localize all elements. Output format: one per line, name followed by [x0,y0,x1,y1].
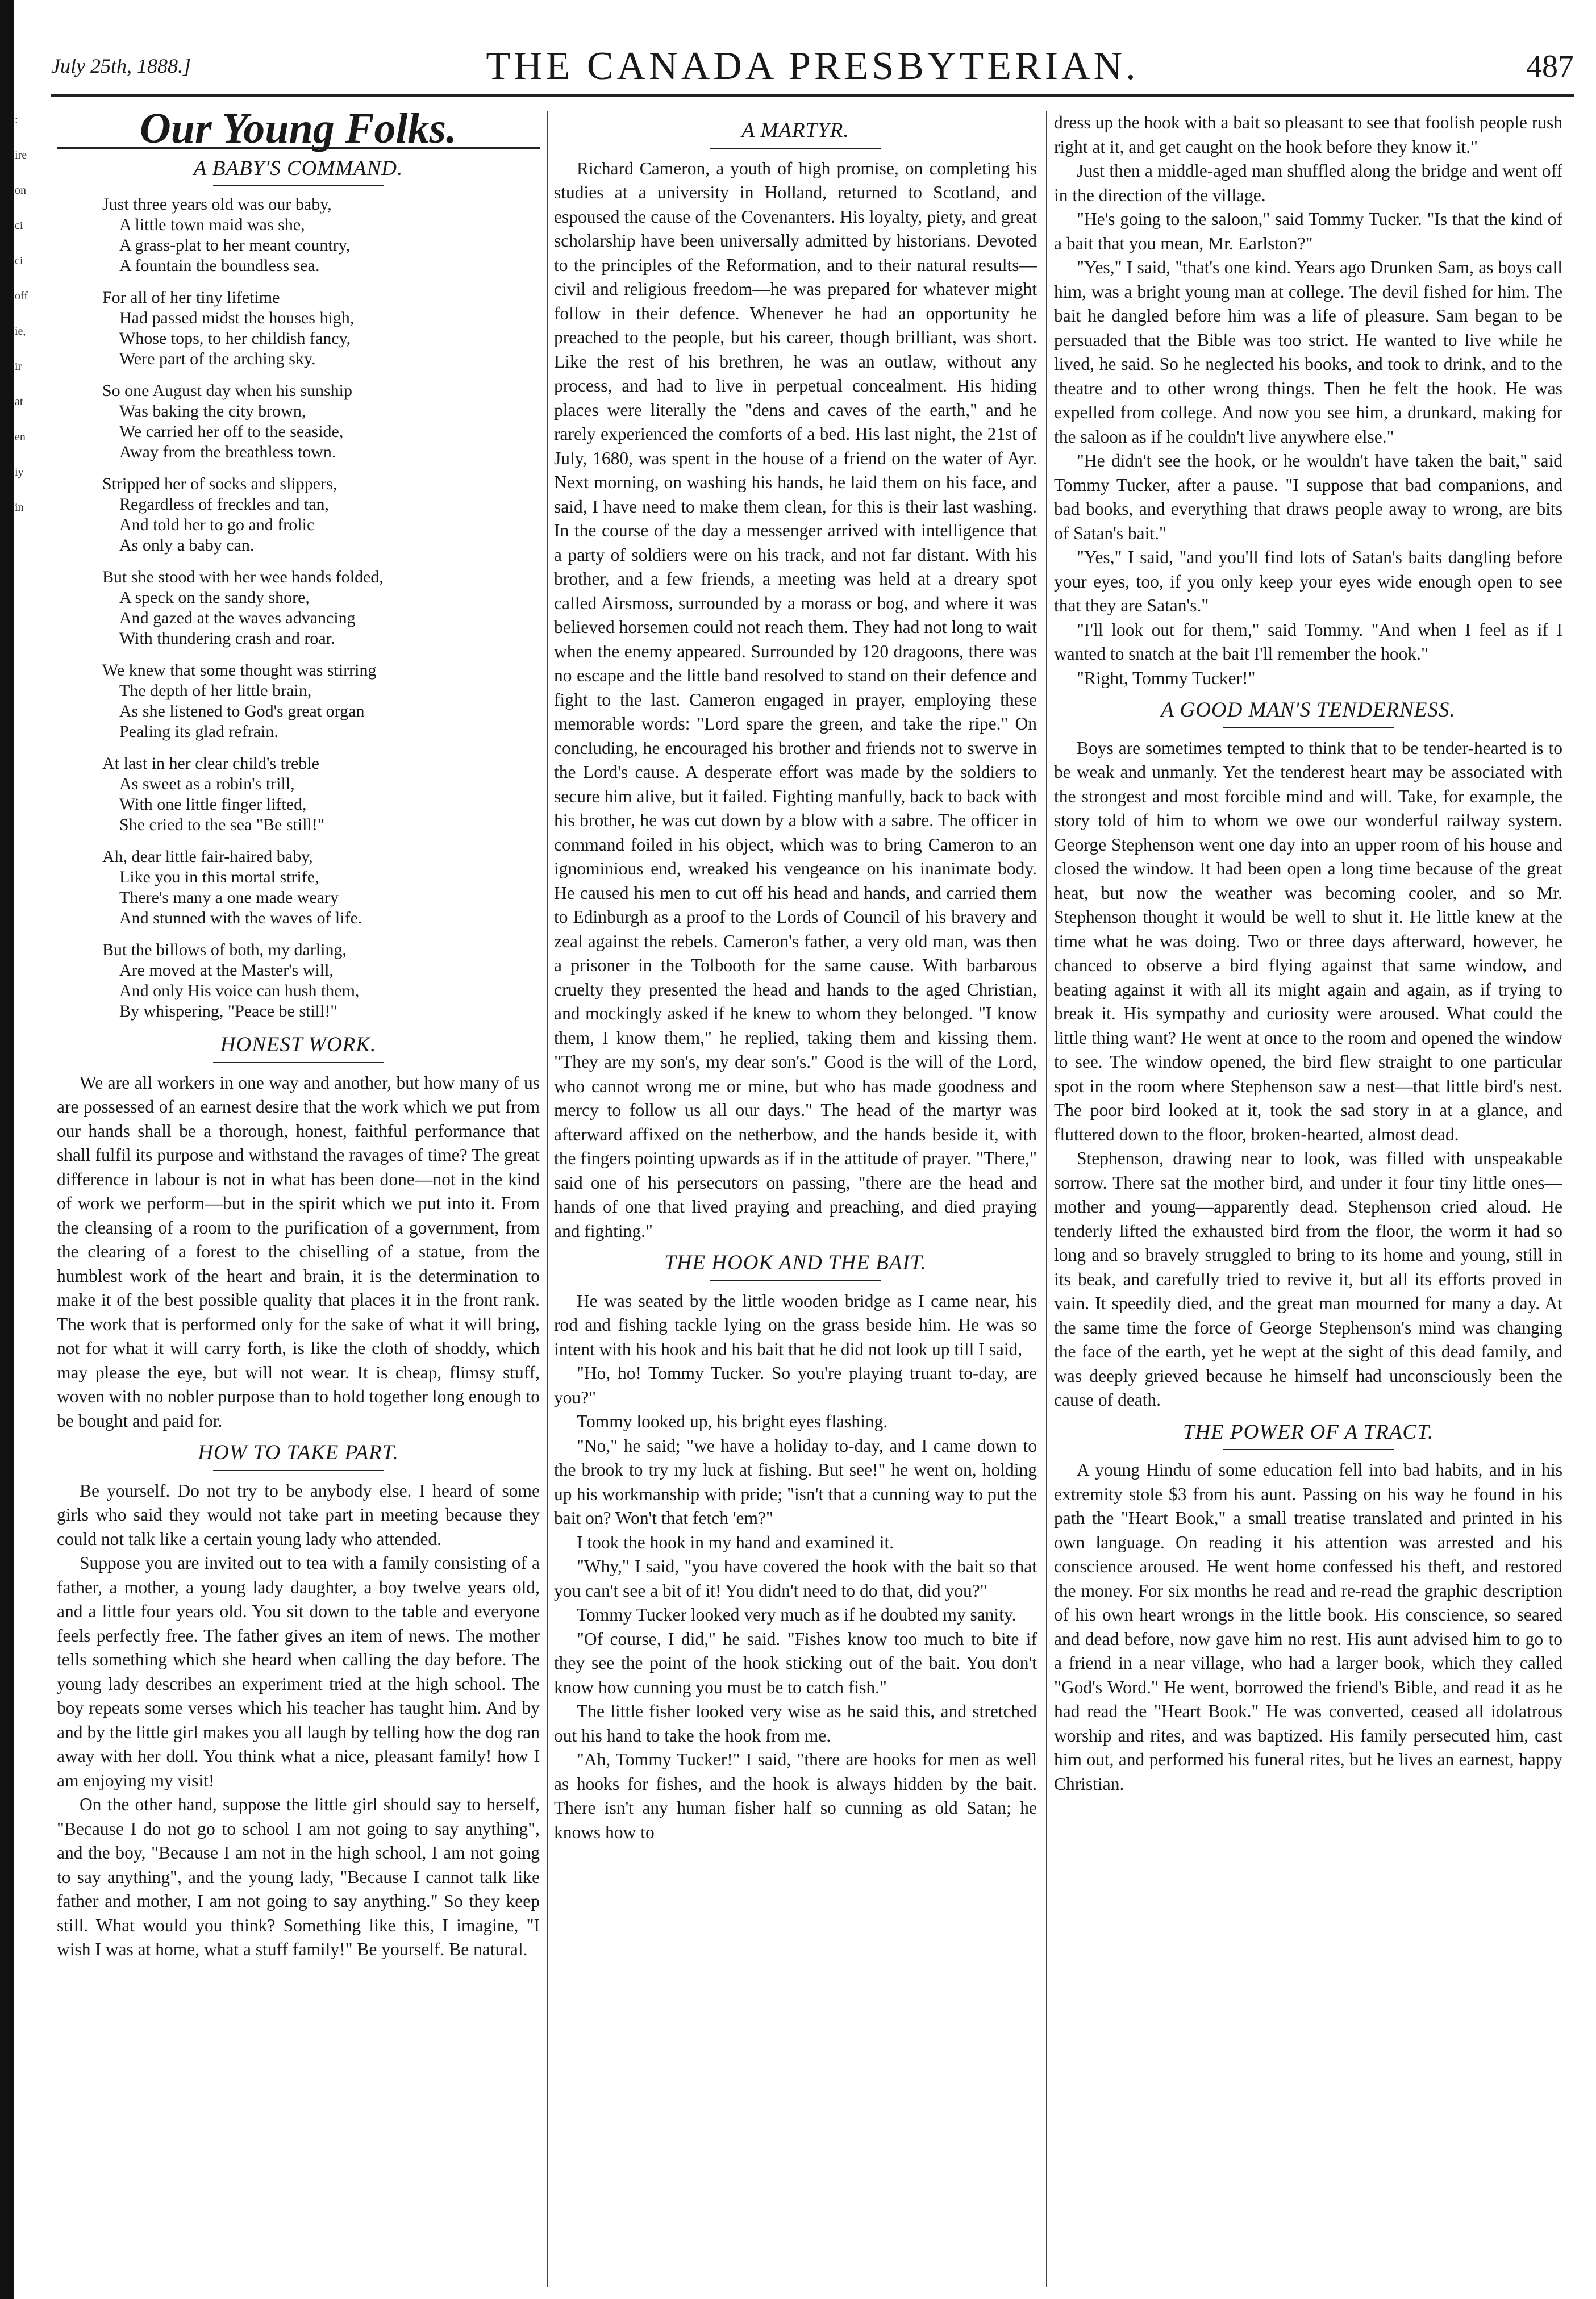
column-1 [57,111,540,2287]
article-paragraph: Just then a middle-aged man shuffled along the bridge and went off in the direction of the village. [1054,161,1562,205]
article-paragraph: "Of course, I did," he said. "Fishes know too much to bite if they see the point of the hook sticking out of the bait. You don't know how cunning you must be to catch fish." [554,1629,1037,1697]
poem-line: And gazed at the waves advancing [119,609,356,627]
article-paragraph: Be yourself. Do not try to be anybody else. I heard of some girls who said they would not take part in meeting because they could not talk like a certain young lady who attended. [57,1480,540,1549]
poem-line: There's many a one made weary [119,888,339,907]
article-paragraph: Tommy looked up, his bright eyes flashing. [577,1411,888,1431]
poem-stanza [102,940,540,1022]
poem-line: As only a baby can. [119,536,255,555]
poem-line: With thundering crash and roar. [119,629,335,648]
poem-line: Whose tops, to her childish fancy, [119,329,351,348]
article-headline: A MARTYR. [741,119,849,142]
poem-line: But she stood with her wee hands folded, [102,568,384,586]
poem-line: And only His voice can hush them, [119,981,360,1000]
poem-line: She cried to the sea "Be still!" [119,815,325,834]
page-number: 487 [1526,49,1574,84]
column-rule [1046,111,1047,2287]
issue-date: July 25th, 1888.] [51,55,191,77]
article-paragraph: Tommy Tucker looked very much as if he doubted my sanity. [577,1605,1016,1625]
poem-line: Had passed midst the houses high, [119,309,355,327]
article-paragraph: "Yes," I said, "and you'll find lots of Satan's baits dangling before your eyes, too, if you only keep your eyes wide enough open to see that they are Satan's." [1054,547,1562,615]
article-paragraph: "Yes," I said, "that's one kind. Years ago Drunken Sam, as boys call him, was a bright young man at college. The devil fished for him. The bait he dangled before him was a life of pleasure. Sam began to be persuaded that the Bible was too strict. He wanted to live while he lived, he said. So he neglected his books, and took to drink, and to the theatre and to other wrong things. Then he felt the hook. He was expelled from college. And now you see him, a drunkard, making for the saloon as if he couldn't live anywhere else." [1054,257,1562,447]
headline-rule [710,148,881,149]
poem-line: Ah, dear little fair-haired baby, [102,847,313,866]
headline-rule [710,1280,881,1281]
poem-stanza [102,474,540,556]
poem-line: With one little finger lifted, [119,795,307,814]
article-headline: A GOOD MAN'S TENDERNESS. [1161,698,1456,722]
newspaper-title: THE CANADA PRESBYTERIAN. [486,44,1139,88]
poem-line: A little town maid was she, [119,215,305,234]
column-2 [554,111,1037,2287]
column-3 [1054,111,1562,2287]
article-headline: THE HOOK AND THE BAIT. [664,1251,927,1275]
section-masthead: Our Young Folks. [139,111,457,152]
poem-line: As she listened to God's great organ [119,702,365,720]
article-paragraph: "He's going to the saloon," said Tommy Tucker. "Is that the kind of a bait that you mean, Mr. Earlston?" [1054,209,1562,253]
poem-line: A grass-plat to her meant country, [119,236,351,255]
article-paragraph: I took the hook in my hand and examined it. [577,1532,894,1552]
poem-stanza [102,381,540,463]
headline-rule [213,185,384,186]
poem-line: For all of her tiny lifetime [102,288,280,307]
poem-line: But the billows of both, my darling, [102,940,347,959]
article-headline: THE POWER OF A TRACT. [1182,1420,1434,1444]
poem-line: Regardless of freckles and tan, [119,495,330,514]
article-paragraph: Stephenson, drawing near to look, was filled with unspeakable sorrow. There sat the mother bird, and under it four tiny little ones—mother and young—apparently dead. Stephenson cried aloud. He tenderly lifted the exhausted bird from the floor, the worm it had so long and so bravely struggled to bring to its home and young, still in its beak, and carefully tried to revive it, but all its efforts proved in vain. It speedily died, and the great man mourned for many a day. At the same time the force of George Stephenson's mind was changing the face of the earth, yet he wept at the sight of this dead family, and was deeply grieved because he himself had unconsciously been the cause of death. [1054,1148,1562,1410]
headline-rule [213,1470,384,1471]
article-paragraph: Richard Cameron, a youth of high promise, on completing his studies at a university in Holland, returned to Scotland, and espoused the cause of the Covenanters. His loyalty, piety, and great scholarship have been universally admitted by historians. Devoted to the principles of the Reformation, and to their natural results—civil and religious freedom—he was prepared for whatever might follow in their defence. Whenever he had an opportunity he preached to the people, but his career, though brilliant, was short. Like the rest of his brethren, he was an outlaw, without any process, and had to live in perpetual concealment. His hiding places were literally the "dens and caves of the earth," and he rarely experienced the comforts of a bed. His last night, the 21st of July, 1680, was spent in the house of a friend on the water of Ayr. Next morning, on washing his hands, he laid them on his face, and said, I have need to make them clean, for this is their last washing. In the course of the day a messenger arrived with intelligence that a party of soldiers were on his track, and not far distant. With his brother, and a few friends, a meeting was held at a dreary spot called Airsmoss, surrounded by a morass or bog, and where it was believed horsemen could not reach them. They had not long to wait when the enemy appeared. Surrounded by 120 dragoons, there was no escape and the little band resolved to stand on their defence and fight to the last. Cameron engaged in prayer, employing these memorable words: "Lord spare the green, and take the ripe." On concluding, he encouraged his brother and friends not to swerve in the Lord's cause. A desperate effort was made by the soldiers to secure him alive, but it failed. Fighting manfully, back to back with his brother, he was cut down by a blow with a sabre. The officer in command foiled in his object, which was to bring Cameron to an ignominious end, wreaked his vengeance on his inanimate body. He caused his men to cut off his head and hands, and carried them to Edinburgh as a proof to the Lords of Council of his bravery and zeal against the rebels. Cameron's father, a very old man, was then a prisoner in the Tolbooth for the same cause. With barbarous cruelty they presented the head and hands to the aged Christian, and mockingly asked if he knew to whom they belonged. "I know them, I know them," he replied, taking them and kissing them. "They are my son's, my dear son's." Good is the will of the Lord, who cannot wrong me or mine, but who has made goodness and mercy to follow us all our days." The head of the martyr was afterward affixed on the netherbow, and the hands beside it, with the fingers pointing upwards as if in the attitude of prayer. "There," said one of his persecutors on passing, "there are the head and hands of one that lived praying and preaching, and died praying and fighting." [554,158,1037,1241]
scan-edge [0,0,14,2299]
column-rule [547,111,548,2287]
article-paragraph: "Ah, Tommy Tucker!" I said, "there are hooks for men as well as hooks for fishes, and the hook is always hidden by the bait. There isn't any human fisher half so cunning as old Satan; he knows how to [554,1750,1037,1842]
poem-line: Stripped her of socks and slippers, [102,474,337,493]
article-paragraph: "He didn't see the hook, or he wouldn't have taken the bait," said Tommy Tucker, after a pause. "I suppose that bad companions, and bad books, and everything that draws people away to wrong, are bits of Satan's bait." [1054,451,1562,543]
article-paragraph: A young Hindu of some education fell into bad habits, and in his extremity stole $3 from his aunt. Passing on his way he found in his path the "Heart Book," a small treatise translated and printed in his own language. On reading it his attention was arrested and his conscience aroused. He went home confessed his theft, and restored the money. For six months he read and re-read the graphic description of his own heart wrongs in the little book. His conscience, so seared and dead before, now gave him no rest. His aunt advised him to go to a friend in a near village, who had a larger book, which they called "God's Word." He went, borrowed the friend's Bible, and read it as he had read the "Heart Book." He was converted, ceased all idolatrous worship and rites, and was baptized. His family persecuted him, cast him out, and performed his funeral rites, but he lives an earnest, happy Christian. [1054,1460,1562,1794]
poem-line: By whispering, "Peace be still!" [119,1002,337,1021]
headline-rule [1223,1449,1394,1450]
poem-line: The depth of her little brain, [119,681,312,700]
article-paragraph: We are all workers in one way and another, but how many of us are possessed of an earnest desire that the work which we put from our hands shall be a thorough, honest, faithful performance that shall fulfil its purpose and withstand the ravages of time? The great difference in labour is not in what has been done—not in the kind of work we perform—but in the spirit which we put into it. From the cleansing of a room to the purification of a government, from the clearing of a forest to the chiselling of a statue, from the humblest work of the heart and brain, it is the determination to make it of the best possible quality that places it in the front rank. The work that is performed only for the sake of what it will bring, not for what it will carry forth, is like the cloth of shoddy, which may please the eye, but will not wear. It is cheap, flimsy stuff, woven with no nobler purpose than to hold together long enough to be bought and paid for. [57,1072,540,1431]
article-paragraph: Boys are sometimes tempted to think that to be tender-hearted is to be weak and unmanly. Yet the tenderest heart may be associated with the strongest and most forcible mind and will. Take, for example, the story told of him to whom we owe our wonderful railway system. George Stephenson went one day into an upper room of his house and closed the window. It had been open a long time because of the great heat, but now the weather was becoming cooler, and so Mr. Stephenson thought it would be well to shut it. He little knew at the time what he was doing. Two or three days afterward, however, he chanced to observe a bird flying against that same window, and beating against it with all its might again and again, as if trying to break it. His sympathy and curiosity were aroused. What could the little thing want? He went at once to the room and opened the window to see. The window opened, the bird flew straight to one particular spot in the room where Stephenson saw a nest—that little bird's nest. The poor bird looked at it, took the sad story in at a glance, and fluttered down to the floor, broken-hearted, almost dead. [1054,738,1562,1144]
poem-line: A fountain the boundless sea. [119,256,320,275]
poem [57,194,540,1022]
poem-line: And stunned with the waves of life. [119,909,362,927]
poem-stanza [102,660,540,742]
poem-line: A speck on the sandy shore, [119,588,310,607]
header-rule [51,94,1574,97]
poem-stanza [102,194,540,276]
poem-line: Just three years old was our baby, [102,195,332,214]
article-paragraph: "Right, Tommy Tucker!" [1077,668,1256,688]
poem-line: Are moved at the Master's will, [119,961,334,980]
article-paragraph: "Ho, ho! Tommy Tucker. So you're playing truant to-day, are you?" [554,1363,1037,1407]
article-paragraph: dress up the hook with a bait so pleasant to see that foolish people rush right at it, and get caught on the hook before they know it." [1054,113,1562,157]
poem-line: At last in her clear child's treble [102,754,319,773]
poem-line: As sweet as a robin's trill, [119,774,295,793]
headline-rule [1223,727,1394,728]
article-paragraph: "Why," I said, "you have covered the hook with the bait so that you can't see a bit of it! You didn't need to do that, did you?" [554,1556,1037,1601]
article-paragraph: He was seated by the little wooden bridge as I came near, his rod and fishing tackle lying on the grass beside him. He was so intent with his hook and his bait that he did not look up till I said, [554,1290,1037,1359]
poem-line: We knew that some thought was stirring [102,661,377,680]
article-headline: A BABY'S COMMAND. [193,156,403,180]
poem-line: Like you in this mortal strife, [119,868,319,886]
margin-marks: : ire on ci ci off ie, ir at en iy in [15,114,28,514]
poem-stanza [102,847,540,928]
poem-stanza [102,753,540,835]
poem-line: Away from the breathless town. [119,443,336,461]
article-headline: HOW TO TAKE PART. [198,1441,399,1464]
poem-line: And told her to go and frolic [119,515,315,534]
poem-line: Was baking the city brown, [119,402,306,420]
poem-line: So one August day when his sunship [102,381,353,400]
headline-rule [213,1062,384,1063]
article-paragraph: "No," he said; "we have a holiday to-day, and I came down to the brook to try my luck at fishing. But see!" he went on, holding up his workmanship with pride; "isn't that a cunning way to put the bait on? Won't that fetch 'em?" [554,1435,1037,1528]
poem-stanza [102,567,540,649]
article-paragraph: "I'll look out for them," said Tommy. "And when I feel as if I wanted to snatch at the bait I'll remember the hook." [1054,619,1562,664]
article-headline: HONEST WORK. [220,1033,377,1056]
poem-stanza [102,288,540,369]
article-paragraph: On the other hand, suppose the little girl should say to herself, "Because I do not go to school I am not going to say anything", and the boy, "Because I am not in the high school, I am not going to say anything", and the young lady, "Because I cannot talk like father and mother, I am not going to say anything." So they keep still. What would you think? Something like this, I imagine, "I wish I was at home, what a stuff family!" Be yourself. Be natural. [57,1794,540,1959]
poem-line: Pealing its glad refrain. [119,722,278,741]
article-paragraph: The little fisher looked very wise as he said this, and stretched out his hand to take the hook from me. [554,1701,1037,1746]
page-header [51,31,1574,94]
poem-line: Were part of the arching sky. [119,349,316,368]
poem-line: We carried her off to the seaside, [119,422,344,441]
article-paragraph: Suppose you are invited out to tea with a family consisting of a father, a mother, a young lady daughter, a boy twelve years old, and a little four years old. You sit down to the table and everyone feels perfectly free. The father gives an item of news. The mother tells something which she heard when calling the day before. The young lady describes an experiment tried at the high school. The boy repeats some verses which his teacher has taught him. And by and by the little girl makes you all laugh by telling how the dog ran away with her doll. You think what a nice, pleasant family! how I am enjoying my visit! [57,1553,540,1790]
